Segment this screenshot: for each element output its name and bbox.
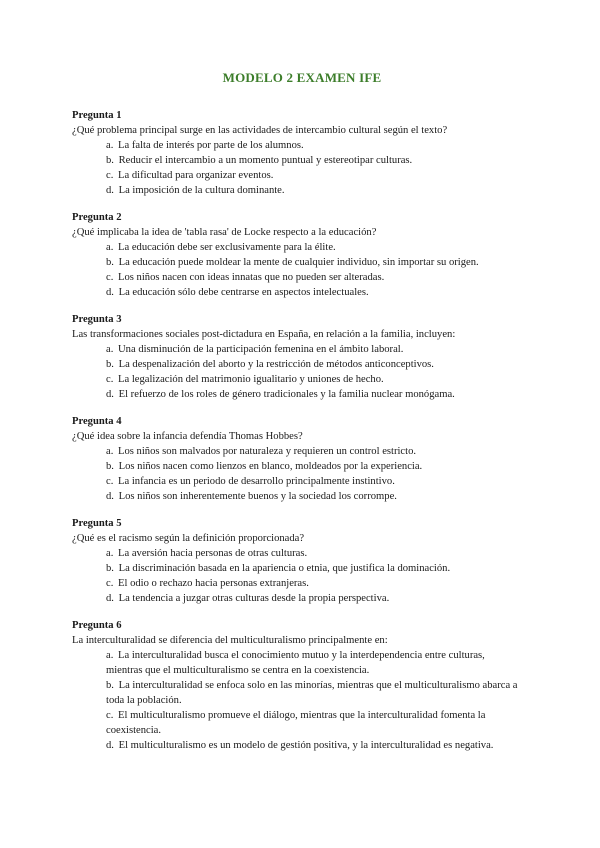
- question-heading: Pregunta 4: [72, 416, 122, 427]
- question-text: ¿Qué problema principal surge en las actividades de intercambio cultural según el texto?: [72, 125, 448, 136]
- answer-options: [72, 138, 532, 198]
- option-text: Los niños son malvados por naturaleza y requieren un control estricto.: [118, 446, 417, 457]
- answer-option[interactable]: [106, 357, 532, 372]
- option-text: El multiculturalismo es un modelo de gestión positiva, y la interculturalidad es negativa.: [118, 740, 494, 751]
- option-letter: d.: [106, 287, 114, 298]
- option-text: La imposición de la cultura dominante.: [118, 185, 285, 196]
- option-text: La interculturalidad se enfoca solo en las minorías, mientras que el multiculturalismo abarca a toda la población.: [106, 680, 518, 706]
- answer-option[interactable]: [106, 153, 532, 168]
- option-text: El multiculturalismo promueve el diálogo, mientras que la interculturalidad fomenta la coexistencia.: [106, 710, 486, 736]
- option-letter: a.: [106, 650, 114, 661]
- answer-options: [72, 546, 532, 606]
- option-letter: d.: [106, 593, 114, 604]
- option-text: La educación debe ser exclusivamente para la élite.: [118, 242, 336, 253]
- question-text: ¿Qué es el racismo según la definición proporcionada?: [72, 533, 305, 544]
- option-letter: c.: [106, 272, 114, 283]
- answer-option[interactable]: [106, 474, 532, 489]
- answer-option[interactable]: [106, 342, 532, 357]
- option-letter: a.: [106, 446, 114, 457]
- answer-option[interactable]: [106, 138, 532, 153]
- option-text: La educación puede moldear la mente de cualquier individuo, sin importar su origen.: [118, 257, 479, 268]
- option-letter: c.: [106, 476, 114, 487]
- question-block: [72, 108, 532, 198]
- option-text: La legalización del matrimonio igualitario y uniones de hecho.: [118, 374, 384, 385]
- answer-option[interactable]: [106, 489, 532, 504]
- answer-option[interactable]: [106, 255, 532, 270]
- option-letter: a.: [106, 140, 114, 151]
- question-heading: Pregunta 3: [72, 314, 122, 325]
- question-text: ¿Qué implicaba la idea de 'tabla rasa' de Locke respecto a la educación?: [72, 227, 377, 238]
- answer-option[interactable]: [106, 738, 532, 753]
- option-letter: c.: [106, 170, 114, 181]
- answer-option[interactable]: [106, 240, 532, 255]
- answer-option[interactable]: [106, 678, 532, 708]
- question-block: [72, 618, 532, 753]
- option-text: Reducir el intercambio a un momento puntual y estereotipar culturas.: [118, 155, 413, 166]
- answer-option[interactable]: [106, 576, 532, 591]
- option-text: El refuerzo de los roles de género tradicionales y la familia nuclear monógama.: [118, 389, 455, 400]
- question-block: [72, 210, 532, 300]
- question-heading: Pregunta 1: [72, 110, 122, 121]
- option-text: El odio o rechazo hacia personas extranjeras.: [118, 578, 309, 589]
- option-letter: b.: [106, 155, 114, 166]
- option-text: La aversión hacia personas de otras culturas.: [118, 548, 308, 559]
- question-block: [72, 414, 532, 504]
- option-text: La tendencia a juzgar otras culturas desde la propia perspectiva.: [118, 593, 390, 604]
- option-letter: c.: [106, 578, 114, 589]
- question-block: [72, 312, 532, 402]
- option-letter: a.: [106, 548, 114, 559]
- answer-option[interactable]: [106, 591, 532, 606]
- option-letter: d.: [106, 185, 114, 196]
- option-text: La interculturalidad busca el conocimiento mutuo y la interdependencia entre culturas, mientras que el multiculturalismo se centra en la coexistencia.: [106, 650, 485, 676]
- option-letter: c.: [106, 374, 114, 385]
- option-letter: c.: [106, 710, 114, 721]
- option-text: Los niños nacen con ideas innatas que no pueden ser alteradas.: [118, 272, 385, 283]
- answer-options: [72, 240, 532, 300]
- option-text: La educación sólo debe centrarse en aspectos intelectuales.: [118, 287, 369, 298]
- option-letter: b.: [106, 257, 114, 268]
- answer-option[interactable]: [106, 387, 532, 402]
- page-title: MODELO 2 EXAMEN IFE: [222, 70, 382, 85]
- option-text: La falta de interés por parte de los alumnos.: [118, 140, 304, 151]
- option-text: La infancia es un periodo de desarrollo principalmente instintivo.: [118, 476, 395, 487]
- option-text: La dificultad para organizar eventos.: [118, 170, 274, 181]
- option-text: La despenalización del aborto y la restricción de métodos anticonceptivos.: [118, 359, 434, 370]
- option-letter: b.: [106, 359, 114, 370]
- answer-options: [72, 444, 532, 504]
- option-letter: a.: [106, 242, 114, 253]
- answer-option[interactable]: [106, 561, 532, 576]
- question-heading: Pregunta 6: [72, 620, 122, 631]
- answer-option[interactable]: [106, 708, 532, 738]
- answer-option[interactable]: [106, 459, 532, 474]
- option-letter: b.: [106, 461, 114, 472]
- answer-options: [72, 648, 532, 753]
- option-text: Los niños nacen como lienzos en blanco, moldeados por la experiencia.: [118, 461, 423, 472]
- option-letter: b.: [106, 680, 114, 691]
- answer-option[interactable]: [106, 285, 532, 300]
- question-heading: Pregunta 2: [72, 212, 122, 223]
- option-letter: d.: [106, 389, 114, 400]
- answer-option[interactable]: [106, 183, 532, 198]
- exam-page: [72, 70, 532, 765]
- answer-option[interactable]: [106, 444, 532, 459]
- question-heading: Pregunta 5: [72, 518, 122, 529]
- option-text: La discriminación basada en la apariencia o etnia, que justifica la dominación.: [118, 563, 451, 574]
- question-text: ¿Qué idea sobre la infancia defendía Thomas Hobbes?: [72, 431, 303, 442]
- option-text: Una disminución de la participación femenina en el ámbito laboral.: [118, 344, 404, 355]
- question-text: Las transformaciones sociales post-dictadura en España, en relación a la familia, incluyen:: [72, 329, 456, 340]
- option-letter: b.: [106, 563, 114, 574]
- answer-options: [72, 342, 532, 402]
- answer-option[interactable]: [106, 648, 532, 678]
- option-letter: a.: [106, 344, 114, 355]
- question-block: [72, 516, 532, 606]
- answer-option[interactable]: [106, 168, 532, 183]
- option-letter: d.: [106, 740, 114, 751]
- answer-option[interactable]: [106, 546, 532, 561]
- option-letter: d.: [106, 491, 114, 502]
- option-text: Los niños son inherentemente buenos y la sociedad los corrompe.: [118, 491, 397, 502]
- answer-option[interactable]: [106, 270, 532, 285]
- question-text: La interculturalidad se diferencia del multiculturalismo principalmente en:: [72, 635, 388, 646]
- answer-option[interactable]: [106, 372, 532, 387]
